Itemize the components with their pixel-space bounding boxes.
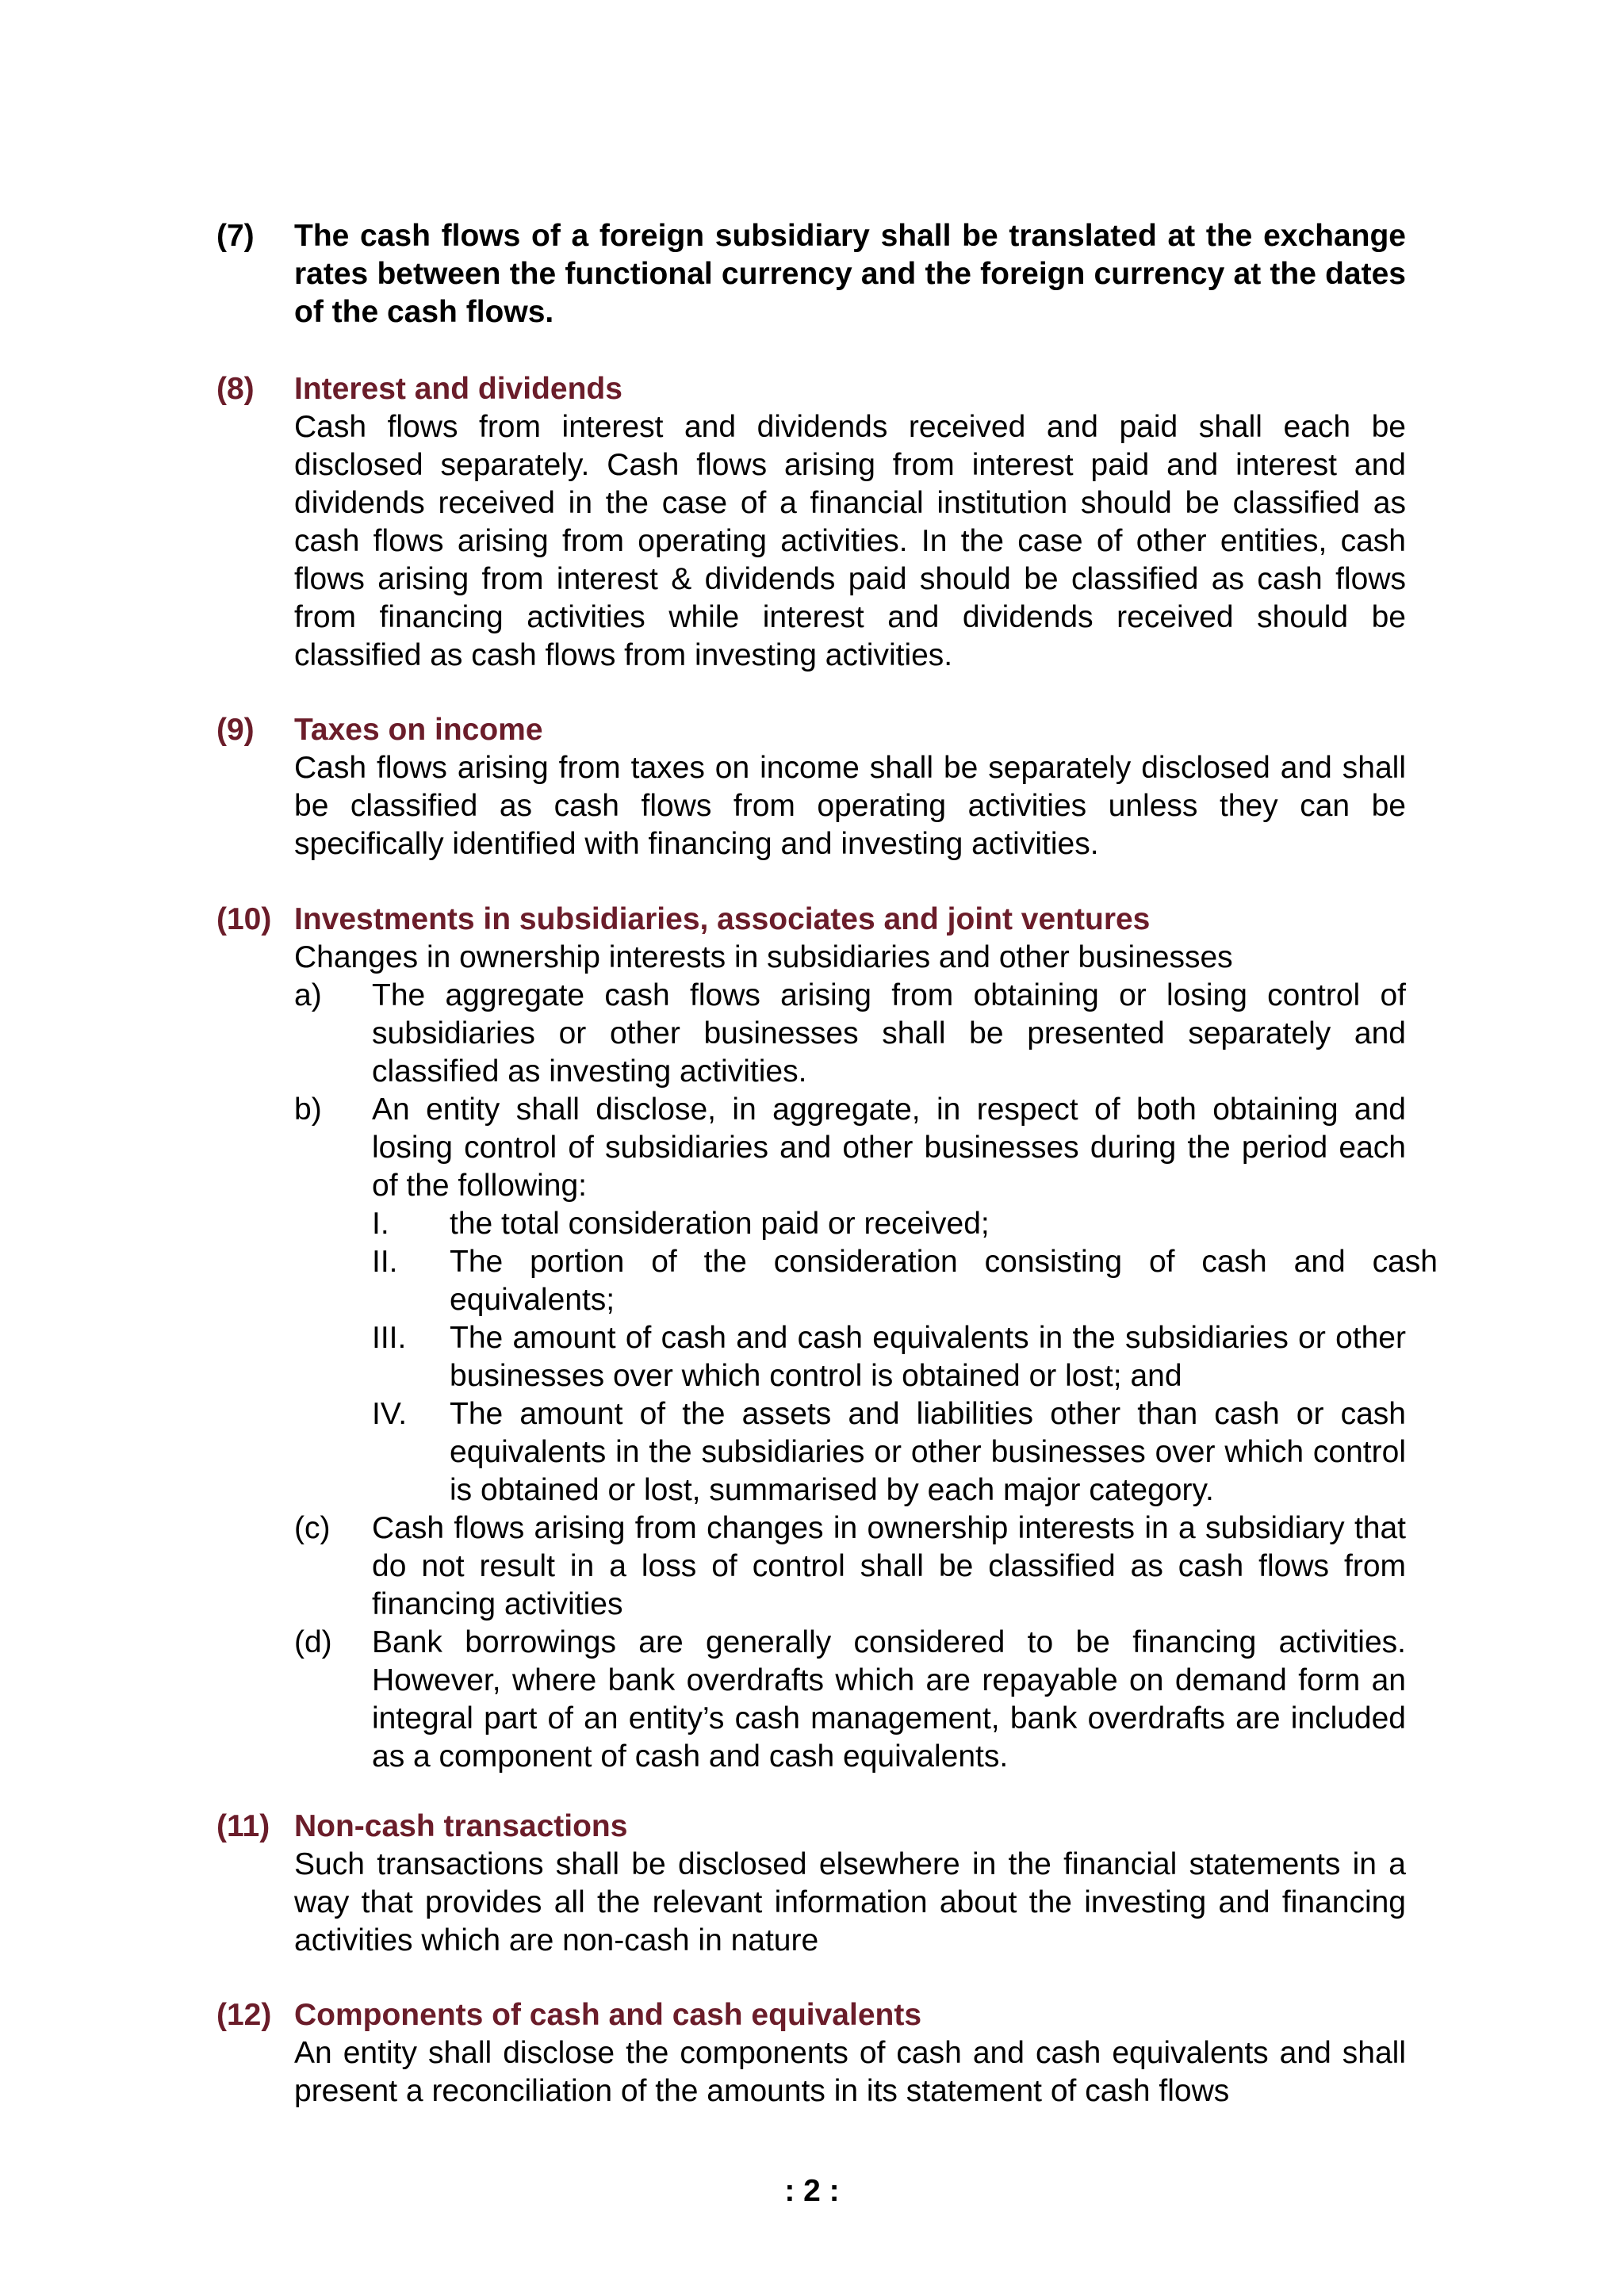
- sub-list-item: [372, 1243, 1438, 1319]
- section-body: [294, 370, 1406, 675]
- list-item: [294, 1624, 1406, 1776]
- list-item-label: (c): [294, 1511, 331, 1545]
- sub-list-item: [372, 1319, 1406, 1395]
- section-body: [294, 217, 1406, 331]
- section-heading: Interest and dividends: [294, 372, 622, 406]
- list-item-text: Bank borrowings are generally considered to be financing activities. However, where bank overdrafts which are repayable on demand form an integral part of an entity’s cash management, bank overdrafts are included as a component of cash and cash equivalents.: [372, 1625, 1406, 1774]
- list-item-text: Cash flows arising from changes in ownership interests in a subsidiary that do not result in a loss of control shall be classified as cash flows from financing activities: [372, 1511, 1406, 1621]
- section-number: (10): [216, 902, 272, 936]
- section-body: [294, 1996, 1406, 2110]
- list-item-text: The aggregate cash flows arising from obtaining or losing control of subsidiaries or other businesses shall be presented separately and classified as investing activities.: [372, 978, 1406, 1089]
- sub-list-item-label: III.: [372, 1321, 407, 1355]
- section-number: (7): [216, 219, 255, 253]
- list-item-label: a): [294, 978, 322, 1012]
- sub-list-item-text: The amount of the assets and liabilities other than cash or cash equivalents in the subsidiaries or other businesses over which control is obtained or lost, summarised by each major category.: [450, 1397, 1406, 1507]
- section-number: (12): [216, 1998, 272, 2032]
- sub-list-item: [372, 1205, 1406, 1243]
- list-item-text: An entity shall disclose, in aggregate, in respect of both obtaining and losing control of subsidiaries and other businesses during the period each of the following:: [372, 1093, 1406, 1203]
- section-text: Cash flows from interest and dividends received and paid shall each be disclosed separately. Cash flows arising from interest paid and interest and dividends received in the case of a financial institution should be classified as cash flows arising from operating activities. In the case of other entities, cash flows arising from interest & dividends paid should be classified as cash flows from financing activities while interest and dividends received should be classified as cash flows from investing activities.: [294, 410, 1406, 672]
- section-heading: Components of cash and cash equivalents: [294, 1998, 922, 2032]
- list-item: [294, 977, 1406, 1091]
- section-number: (11): [216, 1809, 270, 1843]
- list-item-label: (d): [294, 1625, 332, 1659]
- section-text: An entity shall disclose the components of cash and cash equivalents and shall present a reconciliation of the amounts in its statement of cash flows: [294, 2036, 1406, 2108]
- section-heading: Investments in subsidiaries, associates and joint ventures: [294, 902, 1151, 936]
- sub-list-item-label: II.: [372, 1245, 398, 1279]
- section-text: The cash flows of a foreign subsidiary shall be translated at the exchange rates between the functional currency and the foreign currency at the dates of the cash flows.: [294, 219, 1406, 329]
- sub-list-item-text: The portion of the consideration consisting of cash and cash equivalents;: [450, 1245, 1438, 1317]
- section-body: [294, 1808, 1406, 1960]
- section-text: Such transactions shall be disclosed elsewhere in the financial statements in a way that provides all the relevant information about the investing and financing activities which are non-cash in nature: [294, 1847, 1406, 1957]
- sub-list-item-text: the total consideration paid or received;: [450, 1207, 990, 1241]
- list-item-label: b): [294, 1093, 322, 1127]
- page-number: : 2 :: [784, 2174, 840, 2208]
- sub-list-item: [372, 1395, 1406, 1510]
- section-body: [294, 711, 1406, 863]
- section-number: (8): [216, 372, 255, 406]
- sub-list-item-label: IV.: [372, 1397, 408, 1431]
- section-heading: Non-cash transactions: [294, 1809, 628, 1843]
- section-body: [294, 901, 1438, 1776]
- section-intro: Changes in ownership interests in subsidiaries and other businesses: [294, 940, 1233, 974]
- section-text: Cash flows arising from taxes on income shall be separately disclosed and shall be classified as cash flows from operating activities unless they can be specifically identified with financing and investing activities.: [294, 751, 1406, 861]
- section-number: (9): [216, 713, 255, 747]
- list-item: [294, 1510, 1406, 1624]
- section-heading: Taxes on income: [294, 713, 543, 747]
- sub-list-item-label: I.: [372, 1207, 389, 1241]
- list-item: [294, 1091, 1406, 1205]
- sub-list-item-text: The amount of cash and cash equivalents in the subsidiaries or other businesses over which control is obtained or lost; and: [450, 1321, 1406, 1393]
